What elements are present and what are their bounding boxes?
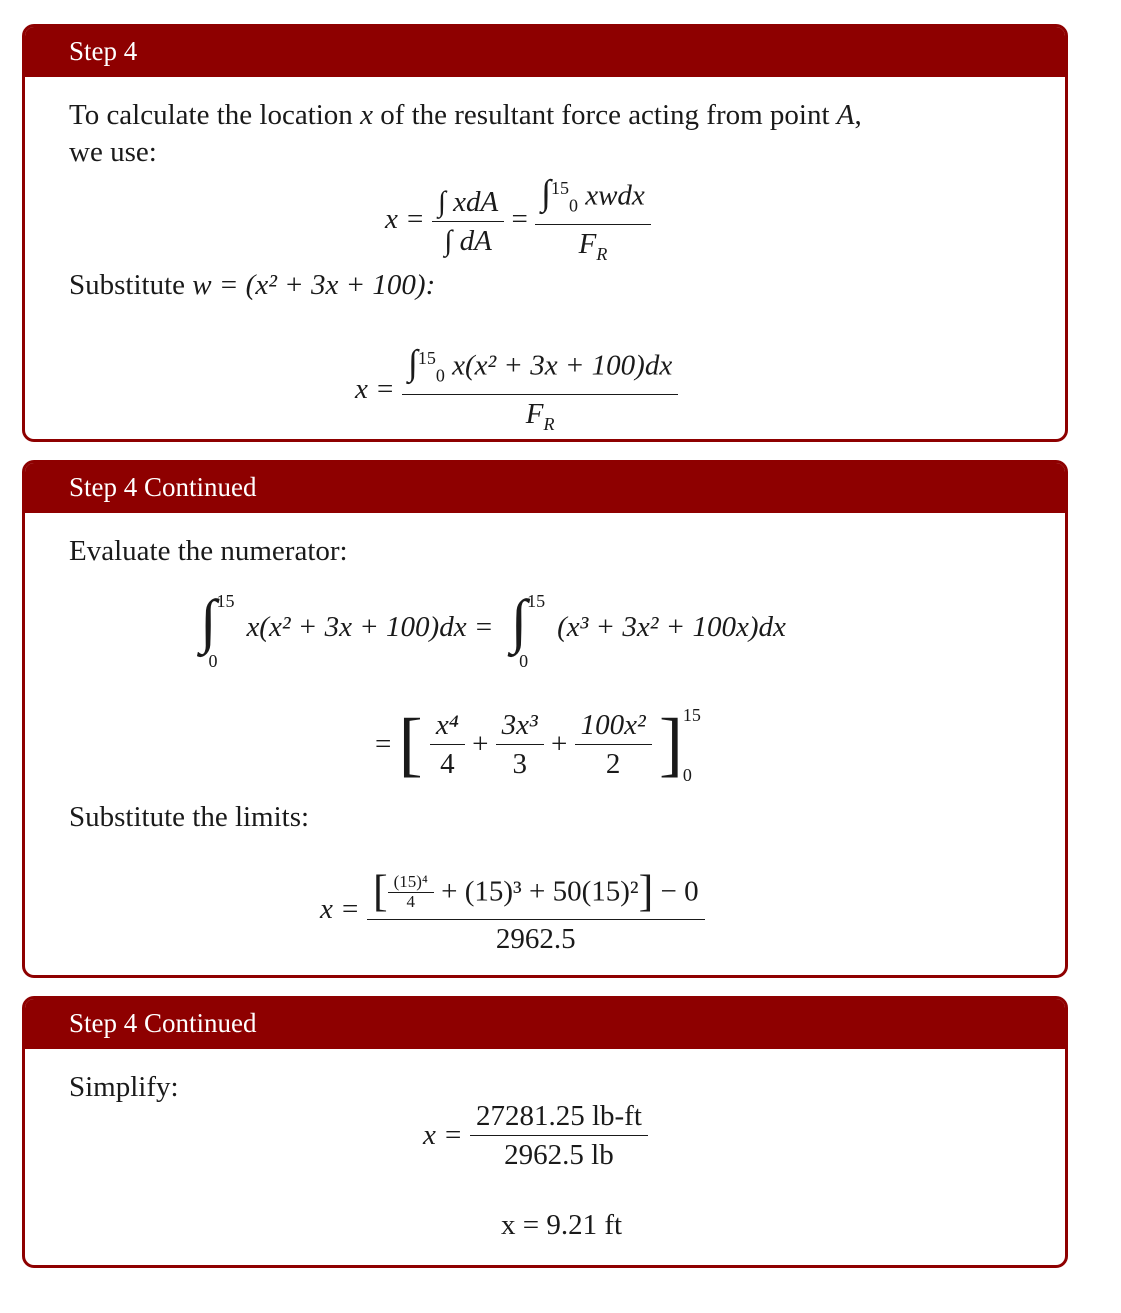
antiderivative-equation — [375, 703, 707, 786]
step-header: Step 4 Continued — [25, 463, 1065, 513]
numerator: 27281.25 lb-ft — [470, 1097, 648, 1136]
integral-sign: ∫ — [541, 172, 551, 213]
plus-sign: + — [551, 728, 568, 760]
fraction-xdA-dA — [432, 183, 504, 260]
step-header: Step 4 Continued — [25, 999, 1065, 1049]
intro-text: of the resultant force acting from point — [372, 99, 837, 131]
eq-lhs: x = — [423, 1119, 463, 1151]
upper-limit: 15 — [417, 348, 436, 368]
limits-equation — [320, 861, 705, 958]
minus-zero: − 0 — [660, 875, 699, 908]
intro-text: To calculate the location — [69, 99, 361, 131]
numerator: ∫ xdA — [437, 185, 499, 218]
left-bracket: [ — [398, 704, 423, 784]
final-result: x = 9.21 ft — [501, 1209, 623, 1241]
denominator: 2962.5 lb — [504, 1139, 614, 1171]
step-4-box — [22, 24, 1068, 442]
fraction-xwdx-FR — [535, 169, 651, 273]
upper-limit: 15 — [550, 178, 569, 198]
step-header: Step 4 — [25, 27, 1065, 77]
numerator: xwdx — [585, 179, 645, 212]
intro-text: , — [854, 99, 862, 131]
integral-sign: ∫ — [200, 588, 217, 654]
lower-limit: 0 — [519, 651, 529, 671]
upper-limit: 15 — [527, 591, 546, 611]
subscript: R — [596, 244, 608, 265]
moment-over-force — [470, 1097, 648, 1174]
denominator: ∫ dA — [444, 224, 492, 257]
eq-lhs: x = — [355, 372, 395, 405]
step-4-final-box — [22, 996, 1068, 1268]
simplify-text: Simplify: — [69, 1071, 179, 1103]
denominator: 3 — [512, 748, 527, 780]
limits-terms: + (15)³ + 50(15)² — [441, 875, 639, 908]
x-ratio-equation — [423, 1097, 648, 1174]
left-bracket: [ — [372, 866, 388, 916]
upper-limit: 15 — [682, 704, 701, 725]
step-4-continued-box — [22, 460, 1068, 978]
substitute-text: Substitute — [69, 269, 193, 301]
numerator: x(x² + 3x + 100)dx — [452, 349, 673, 382]
intro-text: we use: — [69, 136, 157, 168]
denominator: 2962.5 — [495, 923, 576, 956]
numerator: (15)⁴ — [388, 872, 434, 893]
upper-limit: 15 — [216, 591, 235, 611]
subscript: R — [543, 414, 555, 435]
substitute-limits-text: Substitute the limits: — [69, 801, 310, 833]
limits-fraction — [367, 861, 705, 958]
var-x: x — [360, 99, 373, 131]
denominator: F — [578, 228, 597, 261]
centroid-equation — [385, 169, 651, 273]
term-3x3-over-3 — [496, 706, 544, 783]
rhs-integrand: (x³ + 3x² + 100x)dx — [557, 611, 786, 643]
integral-equation — [200, 588, 786, 671]
plus-sign: + — [472, 728, 489, 760]
equals-sign: = — [511, 202, 528, 235]
fraction-integral-FR — [402, 339, 678, 442]
lower-limit: 0 — [208, 651, 218, 671]
lower-limit: 0 — [682, 764, 692, 785]
intro-paragraph — [69, 97, 1025, 171]
integral-sign: ∫ — [510, 588, 528, 654]
right-bracket: ] — [658, 704, 683, 784]
term-100x2-over-2 — [575, 706, 652, 783]
right-bracket: ] — [638, 866, 654, 916]
evaluate-text: Evaluate the numerator: — [69, 535, 348, 567]
denominator: 2 — [605, 748, 621, 780]
numerator: 3x³ — [501, 709, 538, 741]
denominator: 4 — [406, 891, 415, 911]
denominator: 4 — [440, 748, 455, 780]
eq-lhs: x = — [320, 893, 360, 926]
substitute-expression: w = (x² + 3x + 100): — [192, 269, 436, 301]
x-equation — [355, 339, 678, 442]
lhs-integrand: x(x² + 3x + 100)dx = — [246, 611, 494, 643]
lower-limit: 0 — [435, 365, 445, 386]
integral-sign: ∫ — [407, 342, 418, 383]
small-fraction — [388, 872, 434, 911]
equals-sign: = — [375, 728, 392, 760]
numerator: x⁴ — [435, 709, 459, 741]
denominator: F — [525, 398, 544, 431]
eq-lhs: x = — [385, 202, 425, 235]
lower-limit: 0 — [568, 195, 578, 216]
substitute-line — [69, 267, 1025, 304]
var-A: A — [836, 99, 855, 131]
term-x4-over-4 — [430, 706, 465, 783]
numerator: 100x² — [580, 709, 646, 741]
